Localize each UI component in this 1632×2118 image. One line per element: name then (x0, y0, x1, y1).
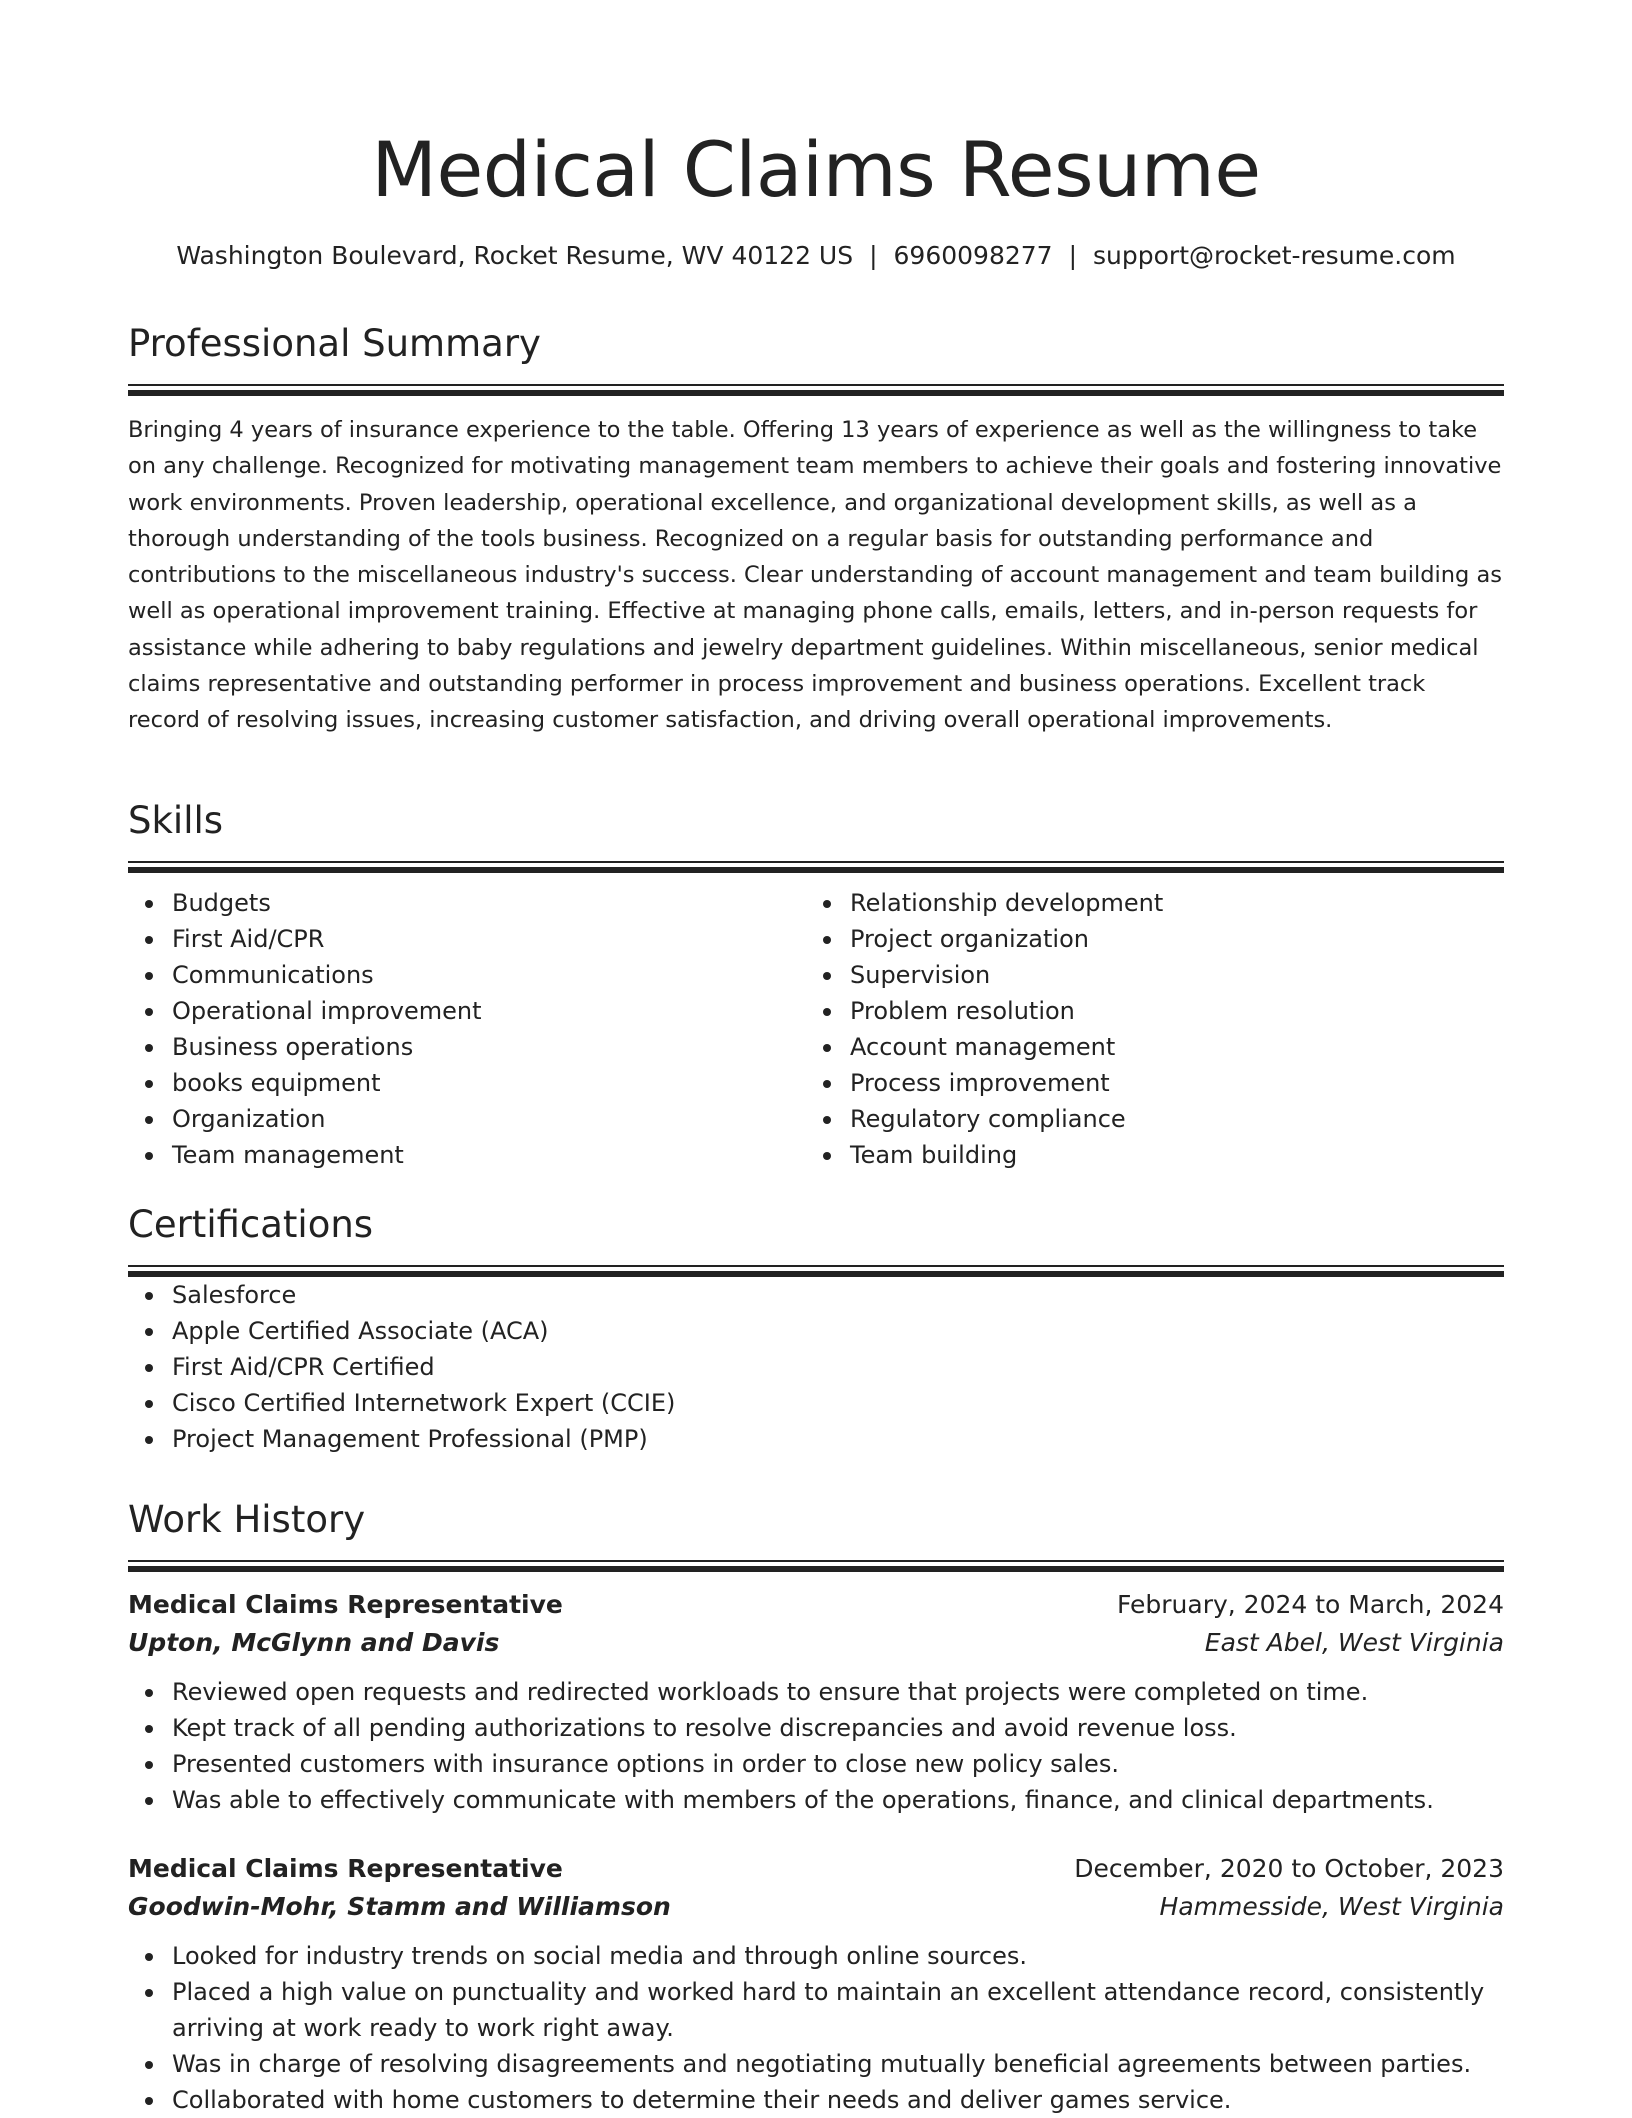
skills-list-right (806, 885, 1484, 1173)
work-history-section (128, 1494, 1504, 2118)
job-title: Medical Claims Representative (128, 1590, 563, 1619)
work-history-heading: Work History (128, 1498, 366, 1541)
certifications-list (128, 1277, 1504, 1457)
skills-list-left (128, 885, 806, 1173)
skill-item: Regulatory compliance (806, 1101, 1484, 1137)
skill-item: Team building (806, 1137, 1484, 1173)
skill-item: Problem resolution (806, 993, 1484, 1029)
job-header (128, 1850, 1504, 1888)
skill-item: Communications (128, 957, 806, 993)
job-duty-item: Presented customers with insurance options in order to close new policy sales. (128, 1746, 1504, 1782)
skills-section (128, 795, 1504, 1173)
skill-item: First Aid/CPR (128, 921, 806, 957)
contact-separator: | (1068, 241, 1078, 270)
skill-item: Account management (806, 1029, 1484, 1065)
certification-item: Apple Certified Associate (ACA) (128, 1313, 1504, 1349)
resume-title: Medical Claims Resume (371, 125, 1261, 214)
summary-heading: Professional Summary (128, 322, 541, 365)
job-duty-item: Placed a high value on punctuality and worked hard to maintain an excellent attendance record, consistently arriving at work ready to work right away. (128, 1974, 1504, 2046)
job-duties-list (128, 1674, 1504, 1818)
job-duties-list (128, 1938, 1504, 2118)
section-divider (128, 1560, 1504, 1572)
job-duty-item: Was in charge of resolving disagreements and negotiating mutually beneficial agreements between parties. (128, 2046, 1504, 2082)
job-company: Upton, McGlynn and Davis (128, 1628, 500, 1657)
summary-text: Bringing 4 years of insurance experience to the table. Offering 13 years of experience as well as the willingness to take on any challenge. Recognized for motivating management team members to achieve their goals and fostering innovative work environments. Proven leadership, operational excellence, and organizational development skills, as well as a thorough understanding of the tools business. Recognized on a regular basis for outstanding performance and contributions to the miscellaneous industry's success. Clear understanding of account management and team building as well as operational improvement training. Effective at managing phone calls, emails, letters, and in-person requests for assistance while adhering to baby regulations and jewelry department guidelines. Within miscellaneous, senior medical claims representative and outstanding performer in process improvement and business operations. Excellent track record of resolving issues, increasing customer satisfaction, and driving overall operational improvements. (128, 417, 1502, 734)
job-entry (128, 1586, 1504, 1818)
job-entry (128, 1850, 1504, 2118)
certifications-section (128, 1199, 1504, 1457)
section-divider (128, 1265, 1504, 1277)
section-divider (128, 384, 1504, 396)
job-dates: February, 2024 to March, 2024 (1116, 1590, 1504, 1619)
job-duty-item: Kept track of all pending authorizations to resolve discrepancies and avoid revenue loss. (128, 1710, 1504, 1746)
skill-item: Team management (128, 1137, 806, 1173)
section-divider (128, 861, 1504, 873)
job-company: Goodwin-Mohr, Stamm and Williamson (128, 1892, 671, 1921)
skill-item: Operational improvement (128, 993, 806, 1029)
skills-heading: Skills (128, 799, 224, 842)
certification-item: Project Management Professional (PMP) (128, 1421, 1504, 1457)
skills-columns (128, 885, 1504, 1173)
job-title: Medical Claims Representative (128, 1854, 563, 1883)
skill-item: Organization (128, 1101, 806, 1137)
skill-item: Relationship development (806, 885, 1484, 921)
job-duty-item: Collaborated with home customers to determine their needs and deliver games service. (128, 2082, 1504, 2118)
certification-item: Cisco Certified Internetwork Expert (CCIE) (128, 1385, 1504, 1421)
skill-item: Business operations (128, 1029, 806, 1065)
summary-section (128, 318, 1504, 739)
skill-item: Supervision (806, 957, 1484, 993)
job-duty-item: Looked for industry trends on social media and through online sources. (128, 1938, 1504, 1974)
contact-separator: | (869, 241, 878, 270)
contact-line (128, 238, 1504, 274)
skill-item: Project organization (806, 921, 1484, 957)
job-duty-item: Was able to effectively communicate with members of the operations, finance, and clinical departments. (128, 1782, 1504, 1818)
skill-item: books equipment (128, 1065, 806, 1101)
certifications-heading: Certifications (128, 1203, 374, 1246)
job-location: Hammesside, West Virginia (1159, 1892, 1504, 1921)
skill-item: Process improvement (806, 1065, 1484, 1101)
job-subheader (128, 1888, 1504, 1926)
certification-item: First Aid/CPR Certified (128, 1349, 1504, 1385)
skill-item: Budgets (128, 885, 806, 921)
job-duty-item: Reviewed open requests and redirected workloads to ensure that projects were completed on time. (128, 1674, 1504, 1710)
contact-address: Washington Boulevard, Rocket Resume, WV 40122 US (176, 241, 854, 270)
job-header (128, 1586, 1504, 1624)
certification-item: Salesforce (128, 1277, 1504, 1313)
job-subheader (128, 1624, 1504, 1662)
job-dates: December, 2020 to October, 2023 (1074, 1854, 1504, 1883)
contact-email: support@rocket-resume.com (1093, 241, 1456, 270)
job-location: East Abel, West Virginia (1204, 1628, 1504, 1657)
contact-phone: 6960098277 (893, 241, 1053, 270)
